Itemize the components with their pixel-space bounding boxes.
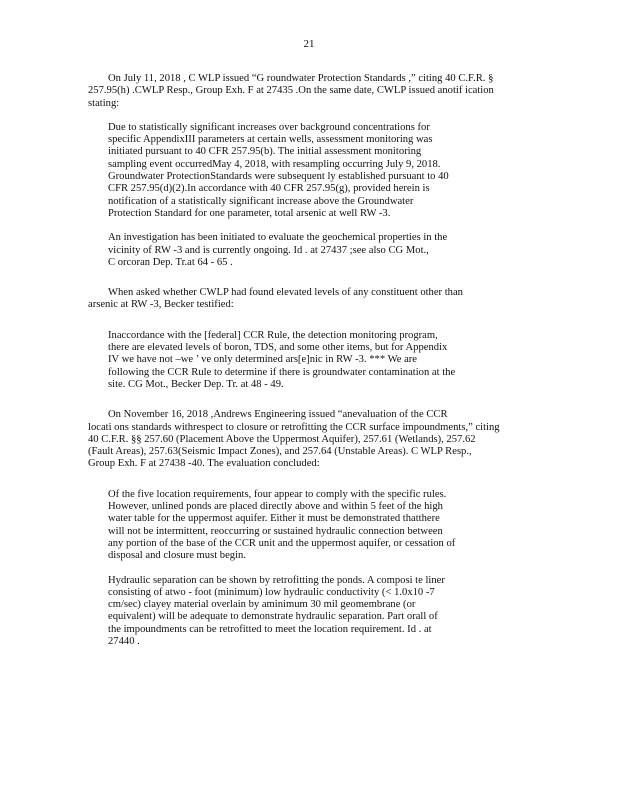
quote-line: any portion of the base of the CCR unit and the uppermost aquifer, or cessation of (108, 537, 456, 549)
text-line: 257.95(h) .CWLP Resp., Group Exh. F at 27435 .On the same date, CWLP issued anotif ication (88, 85, 494, 97)
paragraph-andrews-engineering (88, 409, 538, 470)
quote-line: specific AppendixIII parameters at certain wells, assessment monitoring was (108, 134, 433, 146)
quote-line: Protection Standard for one parameter, total arsenic at well RW -3. (108, 207, 391, 219)
block-quote-becker (108, 330, 498, 391)
page-number: 21 (303, 38, 315, 50)
quote-line: C orcoran Dep. Tr.at 64 - 65 . (108, 256, 233, 268)
quote-line: notification of a statistically significant increase above the Groundwater (108, 195, 414, 207)
quote-line: site. CG Mot., Becker Dep. Tr. at 48 - 49. (108, 378, 284, 390)
text-line: locati ons standards withrespect to closure or retrofitting the CCR surface impoundments,” citing (88, 421, 500, 433)
paragraph-cwlp-standards (88, 73, 538, 110)
text-line: When asked whether CWLP had found elevated levels of any constituent other than (108, 287, 463, 299)
quote-line: However, unlined ponds are placed directly above and within 5 feet of the high (108, 501, 443, 513)
quote-line: Inaccordance with the [federal] CCR Rule, the detection monitoring program, (108, 329, 438, 341)
quote-line: Hydraulic separation can be shown by retrofitting the ponds. A composi te liner (108, 574, 445, 586)
text-line: Group Exh. F at 27438 -40. The evaluation concluded: (88, 458, 320, 470)
quote-line: IV we have not –we ’ ve only determined ars[e]nic in RW -3. *** We are (108, 354, 418, 366)
quote-line: Groundwater ProtectionStandards were subsequent ly established pursuant to 40 (108, 171, 449, 183)
quote-line: initiated pursuant to 40 CFR 257.95(b). The initial assessment monitoring (108, 146, 422, 158)
quote-line: sampling event occurredMay 4, 2018, with resampling occurring July 9, 2018. (108, 158, 441, 170)
text-line: arsenic at RW -3, Becker testified: (88, 299, 234, 311)
quote-line: cm/sec) clayey material overlain by aminimum 30 mil geomembrane (or (108, 599, 416, 611)
text-line: (Fault Areas), 257.63(Seismic Impact Zones), and 257.64 (Unstable Areas). C WLP Resp., (88, 446, 472, 458)
quote-line: Of the five location requirements, four appear to comply with the specific rules. (108, 488, 447, 500)
block-quote-notification (108, 122, 498, 269)
quote-line: will not be intermittent, reoccurring or sustained hydraulic connection between (108, 525, 443, 537)
quote-line: consisting of atwo - foot (minimum) low hydraulic conductivity (< 1.0x10 -7 (108, 586, 435, 598)
text-line: On November 16, 2018 ,Andrews Engineering issued “anevaluation of the CCR (108, 409, 448, 421)
quote-line: CFR 257.95(d)(2).In accordance with 40 CFR 257.95(g), provided herein is (108, 183, 430, 195)
text-line: 40 C.F.R. §§ 257.60 (Placement Above the Uppermost Aquifer), 257.61 (Wetlands), 257.62 (88, 433, 476, 445)
quote-line: An investigation has been initiated to evaluate the geochemical properties in the (108, 232, 448, 244)
quote-line: vicinity of RW -3 and is currently ongoing. Id . at 27437 ;see also CG Mot., (108, 244, 429, 256)
quote-line: 27440 . (108, 635, 140, 647)
quote-line: water table for the uppermost aquifer. Either it must be demonstrated thatthere (108, 513, 440, 525)
quote-line: there are elevated levels of boron, TDS, and some other items, but for Appendix (108, 342, 448, 354)
quote-line: Due to statistically significant increases over background concentrations for (108, 121, 430, 133)
text-line: stating: (88, 97, 120, 109)
block-quote-evaluation (108, 489, 498, 649)
quote-line: disposal and closure must begin. (108, 550, 246, 562)
paragraph-becker-question (88, 287, 538, 312)
quote-line: the impoundments can be retrofitted to meet the location requirement. Id . at (108, 623, 432, 635)
text-line: On July 11, 2018 , C WLP issued “G roundwater Protection Standards ,” citing 40 C.F.R. § (108, 73, 494, 84)
quote-line: equivalent) will be adequate to demonstrate hydraulic separation. Part orall of (108, 611, 438, 623)
document-body (88, 73, 538, 660)
quote-line: following the CCR Rule to determine if there is groundwater contamination at the (108, 366, 456, 378)
